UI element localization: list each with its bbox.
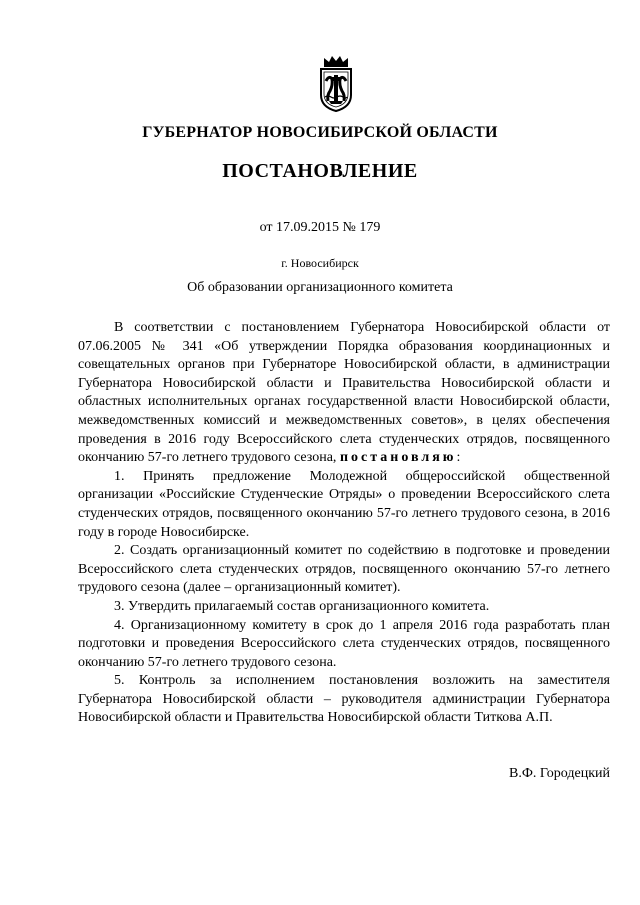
preamble-paragraph (78, 319, 610, 468)
clause-1: 1. Принять предложение Молодежной общероссийской общественной организации «Российские Студенческие Отряды» о проведении Всероссийского слета студенческих отрядов, посвященного окончанию 57-го летнего трудового сезона, в 2016 году в городе Новосибирске. (78, 468, 610, 540)
clause-5: 5. Контроль за исполнением постановления возложить на заместителя Губернатора Новосибирской области – руководителя администрации Губернатора Новосибирской области и Правительства Новосибирской области Титкова А.П. (78, 673, 610, 726)
preamble-text: В соответствии с постановлением Губернатора Новосибирской области от 07.06.2005 № 341 «Об утверждении Порядка образования координационных и совещательных органов при Губернаторе Новосибирской области, в администрации Губернатора Новосибирской области и Правительства Новосибирской области и областных исполнительных органах государственной власти Новосибирской области, межведомственных комиссий и межведомственных советов», в целях обеспечения проведения в 2016 году Всероссийского слета студенческих отрядов, посвященного окончанию 57-го летнего трудового сезона, (78, 320, 610, 466)
signatory-name: В.Ф. Городецкий (509, 766, 610, 781)
document-subject: Об образовании организационного комитета (187, 280, 453, 295)
preamble-end: : (456, 450, 461, 466)
document-type: ПОСТАНОВЛЕНИЕ (222, 160, 418, 182)
coat-of-arms-icon (316, 55, 356, 113)
date-and-number: от 17.09.2015 № 179 (259, 220, 381, 235)
clause-4: 4. Организационному комитету в срок до 1 апреля 2016 года разработать план подготовки и проведения Всероссийского слета студенческих отрядов, посвященного окончанию 57-го летнего трудового сезона. (78, 617, 610, 670)
city: г. Новосибирск (281, 256, 359, 270)
clause-3: 3. Утвердить прилагаемый состав организационного комитета. (114, 598, 490, 614)
document-body (78, 319, 610, 728)
issuing-authority: ГУБЕРНАТОР НОВОСИБИРСКОЙ ОБЛАСТИ (142, 124, 498, 141)
clause-2: 2. Создать организационный комитет по содействию в подготовке и проведении Всероссийского слета студенческих отрядов, посвященного окончанию 57-го летнего трудового сезона (далее – организационный комитет). (78, 543, 610, 596)
resolve-word: постановляю (339, 450, 457, 466)
